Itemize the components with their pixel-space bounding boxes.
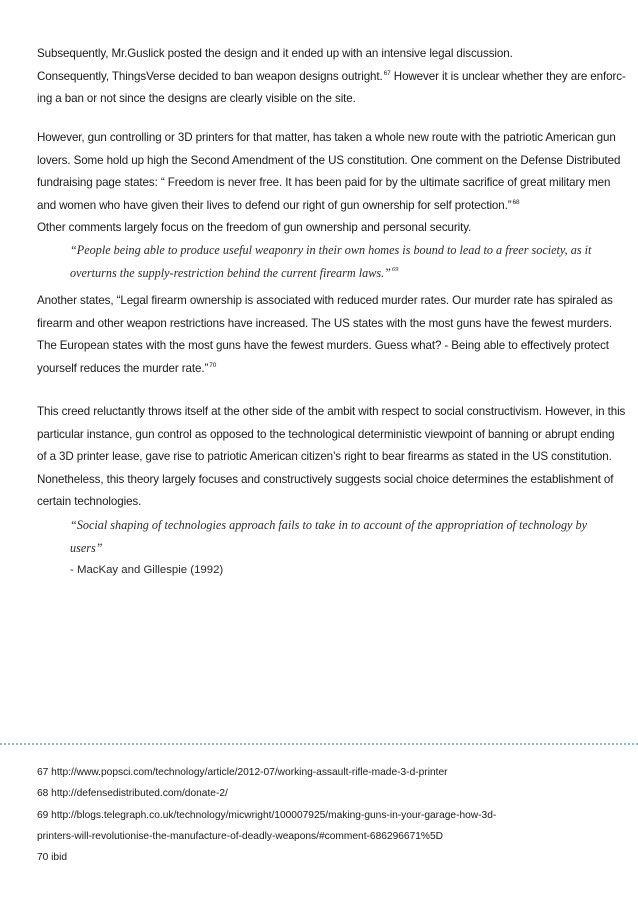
- text-line: Other comments largely focus on the freedom of gun ownership and personal security.: [37, 221, 472, 234]
- text-line: Nonetheless, this theory largely focuses and constructively suggests social choice determines the establishment of: [37, 472, 614, 486]
- text-line: particular instance, gun control as opposed to the technological deterministic viewpoint of banning or abrupt ending: [37, 427, 615, 441]
- footnote-69-continued[interactable]: printers-will-revolutionise-the-manufacture-of-deadly-weapons/#comment-686296671%5D: [37, 830, 444, 842]
- text-line: lovers. Some hold up high the Second Amendment of the US constitution. One comment on the Defense Distributed: [37, 153, 621, 167]
- text-line: certain technologies.: [37, 495, 142, 508]
- footnote-ref-67: 67: [383, 69, 391, 77]
- text-span: Consequently, ThingsVerse decided to ban weapon designs outright.: [37, 69, 383, 83]
- text-line: This creed reluctantly throws itself at the other side of the ambit with respect to social constructivism. However, in this: [37, 405, 626, 418]
- footnote-68[interactable]: 68 http://defensedistributed.com/donate-2/: [37, 788, 228, 800]
- text-line: Another states, “Legal firearm ownership is associated with reduced murder rates. Our murder rate has spiraled as: [37, 294, 613, 307]
- text-line: fundraising page states: “ Freedom is never free. It has been paid for by the ultimate sacrifice of great military men: [37, 176, 611, 189]
- quote-line: “People being able to produce useful weaponry in their own homes is bound to lead to a freer society, as it: [70, 243, 592, 257]
- paragraph-murder-rates: [37, 290, 613, 380]
- footnote-divider: [0, 743, 638, 745]
- paragraph-guslick: [37, 43, 626, 111]
- text-span: yourself reduces the murder rate.”: [37, 361, 209, 375]
- paragraph-social-constructivism: [37, 401, 625, 514]
- text-line: ing a ban or not since the designs are clearly visible on the site.: [37, 92, 356, 105]
- paragraph-gun-control: [37, 127, 620, 240]
- quote-attribution: - MacKay and Gillespie (1992): [70, 564, 224, 576]
- footnote-ref-69: 69: [391, 266, 399, 274]
- text-line: [37, 195, 620, 218]
- quote-line: [70, 262, 591, 285]
- footnote-69[interactable]: 69 http://blogs.telegraph.co.uk/technology/micwright/100007925/making-guns-in-your-garage-how-3d-: [37, 809, 497, 821]
- quote-line: “Social shaping of technologies approach fails to take in to account of the appropriation of technology by: [70, 518, 588, 532]
- text-line: firearm and other weapon restrictions have increased. The US states with the most guns have the fewest murders.: [37, 316, 613, 330]
- text-line: [37, 66, 626, 89]
- text-line: However, gun controlling or 3D printers for that matter, has taken a whole new route with the patriotic American gun: [37, 131, 616, 144]
- block-quote-weaponry: [70, 239, 591, 284]
- footnote-67[interactable]: 67 http://www.popsci.com/technology/article/2012-07/working-assault-rifle-made-3-d-printer: [37, 767, 448, 778]
- text-line: The European states with the most guns have the fewest murders. Guess what? - Being able to effectively protect: [37, 339, 609, 352]
- footnote-70: 70 ibid: [37, 852, 68, 864]
- footnotes: [37, 762, 617, 868]
- text-line: [37, 358, 613, 381]
- quote-span: overturns the supply-restriction behind the current firearm laws.”: [70, 265, 391, 280]
- quote-line: users”: [70, 540, 103, 555]
- text-span: and women who have given their lives to defend our right of gun ownership for self protection.”: [37, 198, 512, 212]
- footnote-ref-70: 70: [209, 361, 217, 369]
- text-span: However it is unclear whether they are enforc-: [390, 69, 626, 83]
- block-quote-social-shaping: [70, 514, 587, 582]
- text-line: Subsequently, Mr.Guslick posted the design and it ended up with an intensive legal discussion.: [37, 47, 513, 60]
- footnote-ref-68: 68: [512, 198, 520, 206]
- text-line: of a 3D printer lease, gave rise to patriotic American citizen’s right to bear firearms as stated in the US constitution.: [37, 450, 612, 463]
